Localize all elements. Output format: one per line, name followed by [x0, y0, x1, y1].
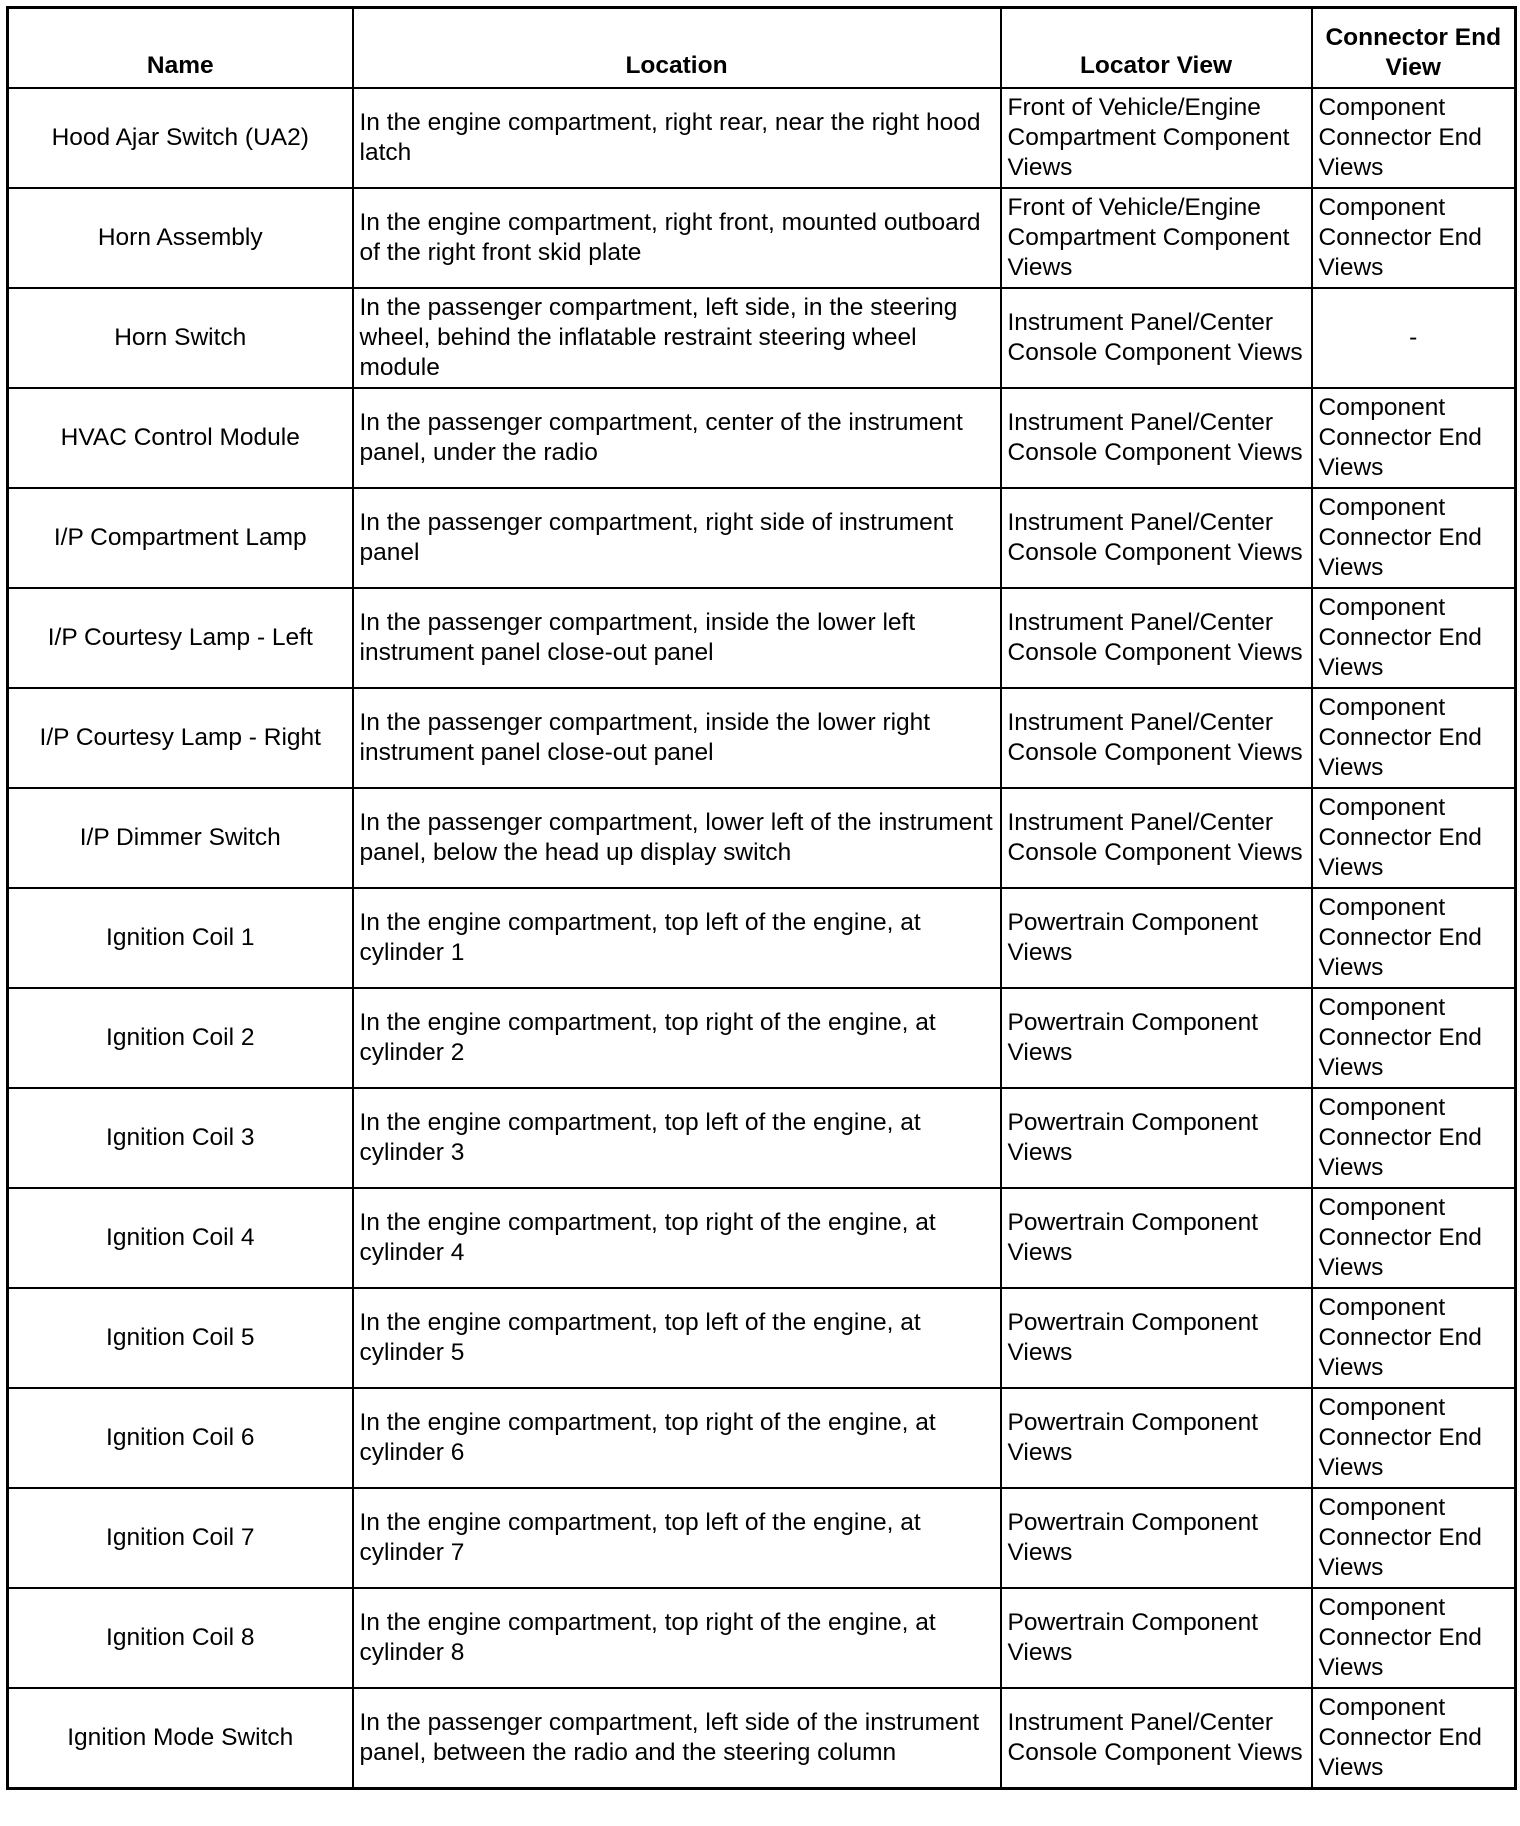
cell-locator-view: Powertrain Component Views — [1001, 1288, 1312, 1388]
cell-location: In the passenger compartment, lower left of the instrument panel, below the head up display switch — [353, 788, 1001, 888]
cell-name: Horn Assembly — [8, 188, 353, 288]
cell-connector-end-view: Component Connector End Views — [1312, 588, 1516, 688]
cell-location: In the engine compartment, top left of the engine, at cylinder 3 — [353, 1088, 1001, 1188]
cell-name: I/P Courtesy Lamp - Right — [8, 688, 353, 788]
cell-name: Horn Switch — [8, 288, 353, 388]
cell-locator-view: Instrument Panel/Center Console Component Views — [1001, 688, 1312, 788]
table-row — [8, 1088, 1516, 1188]
cell-connector-end-view: Component Connector End Views — [1312, 1188, 1516, 1288]
cell-location: In the engine compartment, top right of the engine, at cylinder 6 — [353, 1388, 1001, 1488]
cell-connector-end-view: Component Connector End Views — [1312, 1588, 1516, 1688]
cell-connector-end-view: Component Connector End Views — [1312, 688, 1516, 788]
cell-connector-end-view: Component Connector End Views — [1312, 1688, 1516, 1789]
cell-connector-end-view: Component Connector End Views — [1312, 788, 1516, 888]
cell-name: I/P Courtesy Lamp - Left — [8, 588, 353, 688]
table-row — [8, 1688, 1516, 1789]
cell-name: Ignition Coil 8 — [8, 1588, 353, 1688]
cell-locator-view: Powertrain Component Views — [1001, 1588, 1312, 1688]
table-row — [8, 88, 1516, 188]
cell-connector-end-view: Component Connector End Views — [1312, 1388, 1516, 1488]
cell-connector-end-view: Component Connector End Views — [1312, 388, 1516, 488]
cell-location: In the passenger compartment, left side of the instrument panel, between the radio and the steering column — [353, 1688, 1001, 1789]
cell-location: In the passenger compartment, inside the lower left instrument panel close-out panel — [353, 588, 1001, 688]
cell-locator-view: Powertrain Component Views — [1001, 1488, 1312, 1588]
cell-locator-view: Instrument Panel/Center Console Component Views — [1001, 788, 1312, 888]
cell-connector-end-view: Component Connector End Views — [1312, 1088, 1516, 1188]
cell-location: In the passenger compartment, inside the lower right instrument panel close-out panel — [353, 688, 1001, 788]
cell-location: In the engine compartment, top left of the engine, at cylinder 1 — [353, 888, 1001, 988]
cell-locator-view: Powertrain Component Views — [1001, 888, 1312, 988]
cell-connector-end-view: Component Connector End Views — [1312, 188, 1516, 288]
table-row — [8, 1288, 1516, 1388]
component-locator-table — [6, 6, 1517, 1790]
cell-name: Ignition Coil 7 — [8, 1488, 353, 1588]
table-row — [8, 788, 1516, 888]
cell-name: Ignition Coil 6 — [8, 1388, 353, 1488]
cell-locator-view: Powertrain Component Views — [1001, 988, 1312, 1088]
cell-locator-view: Instrument Panel/Center Console Component Views — [1001, 588, 1312, 688]
cell-name: Ignition Coil 5 — [8, 1288, 353, 1388]
header-name: Name — [8, 8, 353, 89]
table-row — [8, 1388, 1516, 1488]
cell-name: HVAC Control Module — [8, 388, 353, 488]
table-row — [8, 388, 1516, 488]
table-row — [8, 188, 1516, 288]
table-row — [8, 1188, 1516, 1288]
cell-location: In the passenger compartment, center of the instrument panel, under the radio — [353, 388, 1001, 488]
cell-name: Ignition Coil 3 — [8, 1088, 353, 1188]
table-row — [8, 488, 1516, 588]
cell-location: In the engine compartment, right front, mounted outboard of the right front skid plate — [353, 188, 1001, 288]
header-location: Location — [353, 8, 1001, 89]
cell-locator-view: Instrument Panel/Center Console Component Views — [1001, 488, 1312, 588]
cell-locator-view: Front of Vehicle/Engine Compartment Component Views — [1001, 188, 1312, 288]
cell-locator-view: Instrument Panel/Center Console Component Views — [1001, 388, 1312, 488]
cell-name: Ignition Coil 4 — [8, 1188, 353, 1288]
table-row — [8, 588, 1516, 688]
table-row — [8, 1588, 1516, 1688]
cell-name: I/P Compartment Lamp — [8, 488, 353, 588]
table-row — [8, 288, 1516, 388]
cell-connector-end-view: Component Connector End Views — [1312, 88, 1516, 188]
cell-name: Ignition Coil 1 — [8, 888, 353, 988]
header-locator-view: Locator View — [1001, 8, 1312, 89]
table-row — [8, 888, 1516, 988]
header-row — [8, 8, 1516, 89]
table-row — [8, 1488, 1516, 1588]
cell-location: In the engine compartment, top right of the engine, at cylinder 8 — [353, 1588, 1001, 1688]
table-row — [8, 988, 1516, 1088]
table-body — [8, 88, 1516, 1789]
cell-connector-end-view: Component Connector End Views — [1312, 988, 1516, 1088]
cell-name: Ignition Mode Switch — [8, 1688, 353, 1789]
cell-locator-view: Instrument Panel/Center Console Component Views — [1001, 1688, 1312, 1789]
cell-location: In the engine compartment, top right of the engine, at cylinder 4 — [353, 1188, 1001, 1288]
cell-locator-view: Front of Vehicle/Engine Compartment Component Views — [1001, 88, 1312, 188]
cell-location: In the passenger compartment, left side, in the steering wheel, behind the inflatable restraint steering wheel module — [353, 288, 1001, 388]
cell-locator-view: Instrument Panel/Center Console Component Views — [1001, 288, 1312, 388]
cell-connector-end-view: Component Connector End Views — [1312, 888, 1516, 988]
cell-location: In the engine compartment, right rear, near the right hood latch — [353, 88, 1001, 188]
cell-connector-end-view: - — [1312, 288, 1516, 388]
cell-connector-end-view: Component Connector End Views — [1312, 1288, 1516, 1388]
cell-location: In the engine compartment, top right of the engine, at cylinder 2 — [353, 988, 1001, 1088]
cell-location: In the passenger compartment, right side of instrument panel — [353, 488, 1001, 588]
cell-name: Hood Ajar Switch (UA2) — [8, 88, 353, 188]
cell-locator-view: Powertrain Component Views — [1001, 1188, 1312, 1288]
cell-connector-end-view: Component Connector End Views — [1312, 488, 1516, 588]
cell-connector-end-view: Component Connector End Views — [1312, 1488, 1516, 1588]
cell-name: I/P Dimmer Switch — [8, 788, 353, 888]
cell-locator-view: Powertrain Component Views — [1001, 1388, 1312, 1488]
cell-locator-view: Powertrain Component Views — [1001, 1088, 1312, 1188]
cell-location: In the engine compartment, top left of the engine, at cylinder 7 — [353, 1488, 1001, 1588]
table-row — [8, 688, 1516, 788]
header-connector-end-view: Connector End View — [1312, 8, 1516, 89]
cell-location: In the engine compartment, top left of the engine, at cylinder 5 — [353, 1288, 1001, 1388]
cell-name: Ignition Coil 2 — [8, 988, 353, 1088]
